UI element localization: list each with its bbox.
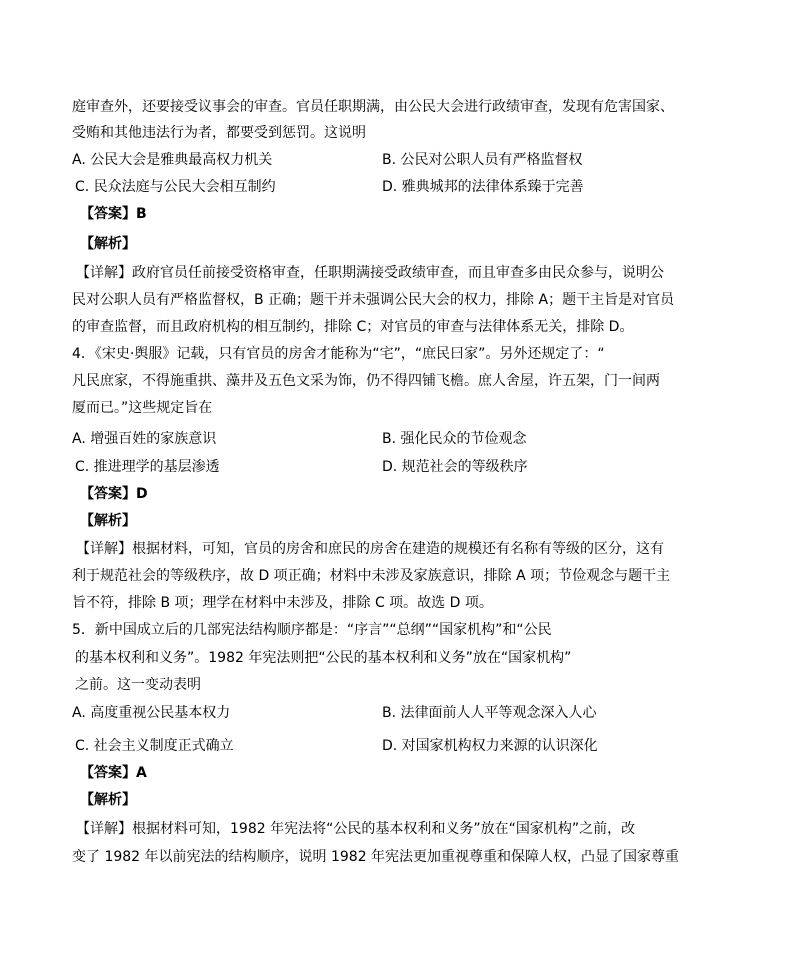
q4-option-d: D. 规范社会的等级秩序 <box>382 459 528 475</box>
q5-option-b: B. 法律面前人人平等观念深入人心 <box>382 705 597 721</box>
q4-answer: 【答案】D <box>80 486 148 502</box>
q3-analysis-label: 【解析】 <box>80 236 136 252</box>
q4-detail-line-1: 【详解】根据材料，可知，官员的房舍和庶民的房舍在建造的规模还有名称有等级的区分，这有 <box>76 541 664 557</box>
q4-option-c: C. 推进理学的基层渗透 <box>75 459 220 475</box>
q3-detail-line-2: 民对公职人员有严格监督权，B 正确；题干并未强调公民大会的权力，排除 A；题干主旨是对官员 <box>72 292 675 308</box>
q5-detail-line-2: 变了 1982 年以前宪法的结构顺序，说明 1982 年宪法更加重视尊重和保障人权，凸显了国家尊重 <box>72 849 680 865</box>
q4-stem-line-2: 凡民庶家，不得施重拱、藻井及五色文采为饰，仍不得四铺飞檐。庶人舍屋，许五架，门一间两 <box>72 373 660 389</box>
q4-stem-line-3: 厦而已。”这些规定旨在 <box>72 400 213 416</box>
q3-option-d: D. 雅典城邦的法律体系臻于完善 <box>382 179 584 195</box>
q5-answer: 【答案】A <box>80 765 147 781</box>
q5-option-a: A. 高度重视公民基本权力 <box>72 705 231 721</box>
q3-option-b: B. 公民对公职人员有严格监督权 <box>382 152 583 168</box>
q3-answer: 【答案】B <box>80 206 147 222</box>
q4-option-a: A. 增强百姓的家族意识 <box>72 431 217 447</box>
q3-detail-line-3: 的审查监督，而且政府机构的相互制约，排除 C；对官员的审查与法律体系无关，排除 D。 <box>72 319 634 335</box>
q5-analysis-label: 【解析】 <box>80 792 136 808</box>
q3-stem-line-1: 庭审查外，还要接受议事会的审查。官员任职期满，由公民大会进行政绩审查，发现有危害国家、 <box>72 99 674 115</box>
q3-option-c: C. 民众法庭与公民大会相互制约 <box>75 179 276 195</box>
q4-detail-line-2: 利于规范社会的等级秩序，故 D 项正确；材料中未涉及家族意识，排除 A 项；节俭观念与题干主 <box>72 568 671 584</box>
q5-stem-line-1: 5．新中国成立后的几部宪法结构顺序都是：“序言”“总纲”“国家机构”和“公民 <box>72 622 552 638</box>
q5-stem-line-2: 的基本权利和义务”。1982 年宪法则把“公民的基本权利和义务”放在“国家机构” <box>75 650 572 666</box>
q4-option-b: B. 强化民众的节俭观念 <box>382 431 527 447</box>
q3-stem-line-2: 受贿和其他违法行为者，都要受到惩罚。这说明 <box>72 125 366 141</box>
q3-detail-line-1: 【详解】政府官员任前接受资格审查，任职期满接受政绩审查，而且审查多由民众参与，说明公 <box>76 265 664 281</box>
q5-stem-line-3: 之前。这一变动表明 <box>75 677 201 693</box>
q4-detail-line-3: 旨不符，排除 B 项；理学在材料中未涉及，排除 C 项。故选 D 项。 <box>72 595 493 611</box>
q5-option-c: C. 社会主义制度正式确立 <box>75 738 234 754</box>
q5-option-d: D. 对国家机构权力来源的认识深化 <box>382 738 598 754</box>
q4-stem-line-1: 4．《宋史·舆服》记载，只有官员的房舍才能称为“宅”，“庶民曰家”。另外还规定了：“ <box>72 346 605 362</box>
q4-analysis-label: 【解析】 <box>80 513 136 529</box>
q5-detail-line-1: 【详解】根据材料可知，1982 年宪法将“公民的基本权利和义务”放在“国家机构”之前，改 <box>76 821 636 837</box>
q3-option-a: A. 公民大会是雅典最高权力机关 <box>72 152 273 168</box>
